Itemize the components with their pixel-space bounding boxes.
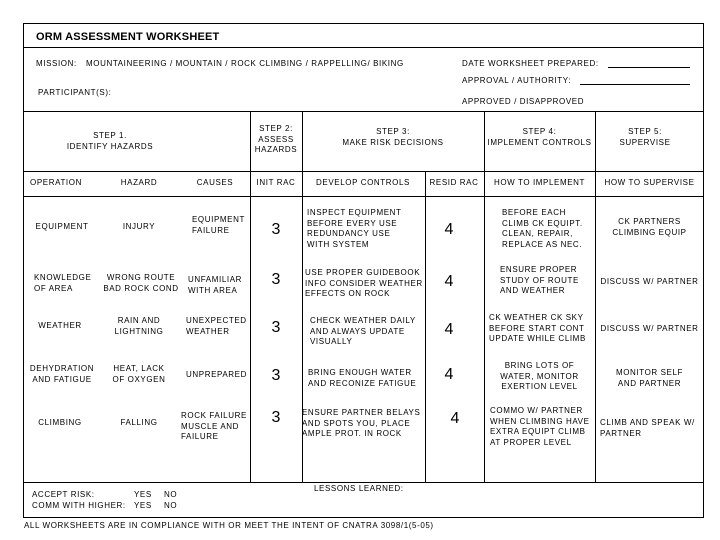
row4-causes: UNPREPARED xyxy=(186,370,247,379)
col-hazard: HAZARD xyxy=(120,178,158,187)
approval-authority-label: APPROVAL / AUTHORITY: xyxy=(462,76,572,85)
row3-init-rac: 3 xyxy=(271,319,281,336)
row3-hazard: RAIN AND LIGHTNING xyxy=(114,316,164,336)
grid-line xyxy=(250,111,251,482)
row2-implement: ENSURE PROPER STUDY OF ROUTE AND WEATHER xyxy=(500,265,579,295)
row1-operation: EQUIPMENT xyxy=(35,222,89,231)
row5-operation: CLIMBING xyxy=(38,418,82,427)
col-resid-rac: RESID RAC xyxy=(429,178,479,187)
row4-implement: BRING LOTS OF WATER, MONITOR EXERTION LEVEL xyxy=(500,361,579,391)
row4-supervise: MONITOR SELF AND PARTNER xyxy=(615,368,684,388)
row5-init-rac: 3 xyxy=(271,409,281,426)
compliance-statement: ALL WORKSHEETS ARE IN COMPLIANCE WITH OR MEET THE INTENT OF CNATRA 3098/1(5-05) xyxy=(24,521,434,530)
approval-authority-field[interactable] xyxy=(580,84,690,85)
col-develop-controls: DEVELOP CONTROLS xyxy=(316,178,410,187)
grid-line xyxy=(425,171,426,482)
row1-causes: EQUIPMENT FAILURE xyxy=(192,215,245,235)
comm-with-higher-no[interactable]: NO xyxy=(164,501,178,510)
row2-hazard: WRONG ROUTE BAD ROCK COND xyxy=(103,273,179,293)
row2-operation: KNOWLEDGE OF AREA xyxy=(34,273,92,293)
row3-operation: WEATHER xyxy=(38,321,82,330)
lessons-learned-label: LESSONS LEARNED: xyxy=(314,484,404,493)
mission-value: MOUNTAINEERING / MOUNTAIN / ROCK CLIMBING / RAPPELLING/ BIKING xyxy=(86,59,404,68)
row5-controls: ENSURE PARTNER BELAYS AND SPOTS YOU, PLACE AMPLE PROT. IN ROCK xyxy=(302,408,421,438)
step4-header: STEP 4: IMPLEMENT CONTROLS xyxy=(487,127,592,147)
grid-line xyxy=(484,111,485,482)
accept-risk-yes[interactable]: YES xyxy=(134,490,152,499)
row3-controls: CHECK WEATHER DAILY AND ALWAYS UPDATE VISUALLY xyxy=(310,316,416,346)
grid-line xyxy=(595,111,596,482)
row1-init-rac: 3 xyxy=(271,221,281,238)
row2-resid-rac: 4 xyxy=(444,273,454,290)
row4-resid-rac: 4 xyxy=(444,366,454,383)
row2-init-rac: 3 xyxy=(271,271,281,288)
step3-header: STEP 3: MAKE RISK DECISIONS xyxy=(342,127,444,147)
mission-label: MISSION: xyxy=(36,59,77,68)
table-bottom-divider xyxy=(23,482,704,483)
row4-controls: BRING ENOUGH WATER AND RECONIZE FATIGUE xyxy=(308,368,417,388)
row3-resid-rac: 4 xyxy=(444,321,454,338)
row5-implement: COMMO W/ PARTNER WHEN CLIMBING HAVE EXTRA EQUIPT CLIMB AT PROPER LEVEL xyxy=(490,406,590,447)
row4-init-rac: 3 xyxy=(271,367,281,384)
column-header-divider xyxy=(23,196,704,197)
comm-with-higher-yes[interactable]: YES xyxy=(134,501,152,510)
row4-hazard: HEAT, LACK OF OXYGEN xyxy=(112,364,166,384)
row2-controls: USE PROPER GUIDEBOOK INFO CONSIDER WEATHER EFFECTS ON ROCK xyxy=(305,268,423,298)
approved-disapproved: APPROVED / DISAPPROVED xyxy=(462,97,585,106)
row1-supervise: CK PARTNERS CLIMBING EQUIP xyxy=(612,217,687,237)
col-operation: OPERATION xyxy=(30,178,82,187)
row5-causes: ROCK FAILURE MUSCLE AND FAILURE xyxy=(181,411,247,441)
title-divider xyxy=(23,47,704,48)
row3-causes: UNEXPECTED WEATHER xyxy=(186,316,247,336)
header-divider xyxy=(23,111,704,112)
row1-hazard: INJURY xyxy=(122,222,156,231)
row5-hazard: FALLING xyxy=(120,418,158,427)
row5-supervise: CLIMB AND SPEAK W/ PARTNER xyxy=(600,418,695,438)
participants-label: PARTICIPANT(S): xyxy=(38,88,112,97)
steps-divider xyxy=(23,171,704,172)
step5-header: STEP 5: SUPERVISE xyxy=(619,127,671,147)
col-how-to-supervise: HOW TO SUPERVISE xyxy=(604,178,695,187)
row2-causes: UNFAMILIAR WITH AREA xyxy=(188,275,243,295)
comm-with-higher-label: COMM WITH HIGHER: xyxy=(32,501,126,510)
row3-implement: CK WEATHER CK SKY BEFORE START CONT UPDATE WHILE CLIMB xyxy=(489,313,586,343)
accept-risk-no[interactable]: NO xyxy=(164,490,178,499)
row4-operation: DEHYDRATION AND FATIGUE xyxy=(29,364,95,384)
date-prepared-field[interactable] xyxy=(608,67,690,68)
step2-header: STEP 2: ASSESS HAZARDS xyxy=(254,124,298,154)
row1-controls: INSPECT EQUIPMENT BEFORE EVERY USE REDUNDANCY USE WITH SYSTEM xyxy=(307,208,402,249)
col-causes: CAUSES xyxy=(196,178,234,187)
accept-risk-label: ACCEPT RISK: xyxy=(32,490,95,499)
row5-resid-rac: 4 xyxy=(450,410,460,427)
row2-supervise: DISCUSS W/ PARTNER xyxy=(600,277,699,286)
row3-supervise: DISCUSS W/ PARTNER xyxy=(600,324,699,333)
row1-resid-rac: 4 xyxy=(444,221,454,238)
col-how-to-implement: HOW TO IMPLEMENT xyxy=(493,178,586,187)
worksheet-title: ORM ASSESSMENT WORKSHEET xyxy=(36,31,220,43)
step1-header: STEP 1. IDENTIFY HAZARDS xyxy=(66,131,154,151)
date-prepared-label: DATE WORKSHEET PREPARED: xyxy=(462,59,599,68)
col-init-rac: INIT RAC xyxy=(256,178,296,187)
row1-implement: BEFORE EACH CLIMB CK EQUIPT. CLEAN, REPAIR, REPLACE AS NEC. xyxy=(502,208,583,249)
